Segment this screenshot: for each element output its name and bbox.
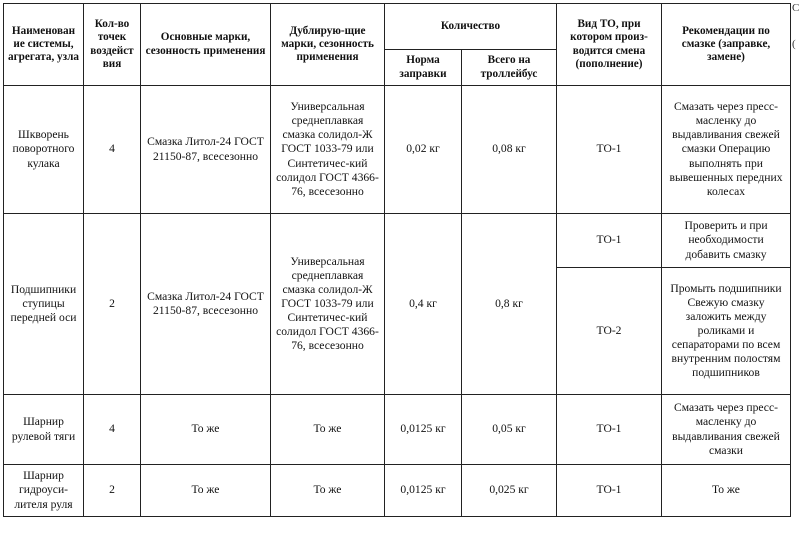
cell-total: 0,08 кг [462, 86, 557, 214]
stray-mark-2: ( [792, 38, 796, 50]
cell-system: Шарнир рулевой тяги [4, 395, 84, 465]
cell-backup-brand: Универсальная среднеплавкая смазка солидол-Ж ГОСТ 1033-79 или Синтетичес-кий солидол ГОСТ 4366-76, всесезонно [271, 214, 385, 395]
header-points: Кол-во точек воздейст вия [84, 4, 141, 86]
table-row [4, 465, 791, 517]
cell-norm: 0,0125 кг [385, 395, 462, 465]
cell-recommendation: Смазать через пресс-масленку до выдавливания свежей смазки [662, 395, 791, 465]
header-quantity-total: Всего на троллейбус [462, 50, 557, 86]
cell-main-brand: То же [141, 465, 271, 517]
cell-total: 0,8 кг [462, 214, 557, 395]
cell-recommendation: То же [662, 465, 791, 517]
cell-backup-brand: Универсальная среднеплавкая смазка солидол-Ж ГОСТ 1033-79 или Синтетичес-кий солидол ГОСТ 4366-76, всесезонно [271, 86, 385, 214]
cell-norm: 0,02 кг [385, 86, 462, 214]
header-backup-brands: Дублирую-щие марки, сезонность применения [271, 4, 385, 86]
table-row [4, 395, 791, 465]
cell-points: 2 [84, 214, 141, 395]
header-main-brands: Основные марки, сезонность применения [141, 4, 271, 86]
header-quantity-norm: Норма заправки [385, 50, 462, 86]
cell-system: Шарнир гидроуси-лителя руля [4, 465, 84, 517]
cell-recommendation: Проверить и при необходимости добавить смазку [662, 214, 791, 268]
cell-backup-brand: То же [271, 395, 385, 465]
cell-norm: 0,0125 кг [385, 465, 462, 517]
cell-main-brand: То же [141, 395, 271, 465]
cell-norm: 0,4 кг [385, 214, 462, 395]
stray-mark-1: С [792, 2, 800, 14]
cell-main-brand: Смазка Литол-24 ГОСТ 21150-87, всесезонно [141, 214, 271, 395]
cell-system: Шкворень поворотного кулака [4, 86, 84, 214]
header-system: Наименован ие системы, агрегата, узла [4, 4, 84, 86]
header-to-type: Вид ТО, при котором произ-водится смена (пополнение) [557, 4, 662, 86]
cell-to-type: ТО-2 [557, 268, 662, 395]
table-row [4, 86, 791, 214]
lubrication-table [3, 3, 791, 517]
cell-to-type: ТО-1 [557, 465, 662, 517]
header-row-1 [4, 4, 791, 50]
cell-to-type: ТО-1 [557, 395, 662, 465]
cell-recommendation: Промыть подшипники Свежую смазку заложить между роликами и сепараторами по всем внутренним полостям подшипников [662, 268, 791, 395]
cell-backup-brand: То же [271, 465, 385, 517]
cell-points: 2 [84, 465, 141, 517]
cell-points: 4 [84, 86, 141, 214]
cell-total: 0,05 кг [462, 395, 557, 465]
cell-main-brand: Смазка Литол-24 ГОСТ 21150-87, всесезонно [141, 86, 271, 214]
cell-total: 0,025 кг [462, 465, 557, 517]
table-row [4, 214, 791, 268]
cell-system: Подшипники ступицы передней оси [4, 214, 84, 395]
header-recommendations: Рекомендации по смазке (заправке, замене) [662, 4, 791, 86]
cell-recommendation: Смазать через пресс-масленку до выдавливания свежей смазки Операцию выполнять при вывешенных передних колесах [662, 86, 791, 214]
header-quantity: Количество [385, 4, 557, 50]
cell-to-type: ТО-1 [557, 86, 662, 214]
cell-to-type: ТО-1 [557, 214, 662, 268]
cell-points: 4 [84, 395, 141, 465]
